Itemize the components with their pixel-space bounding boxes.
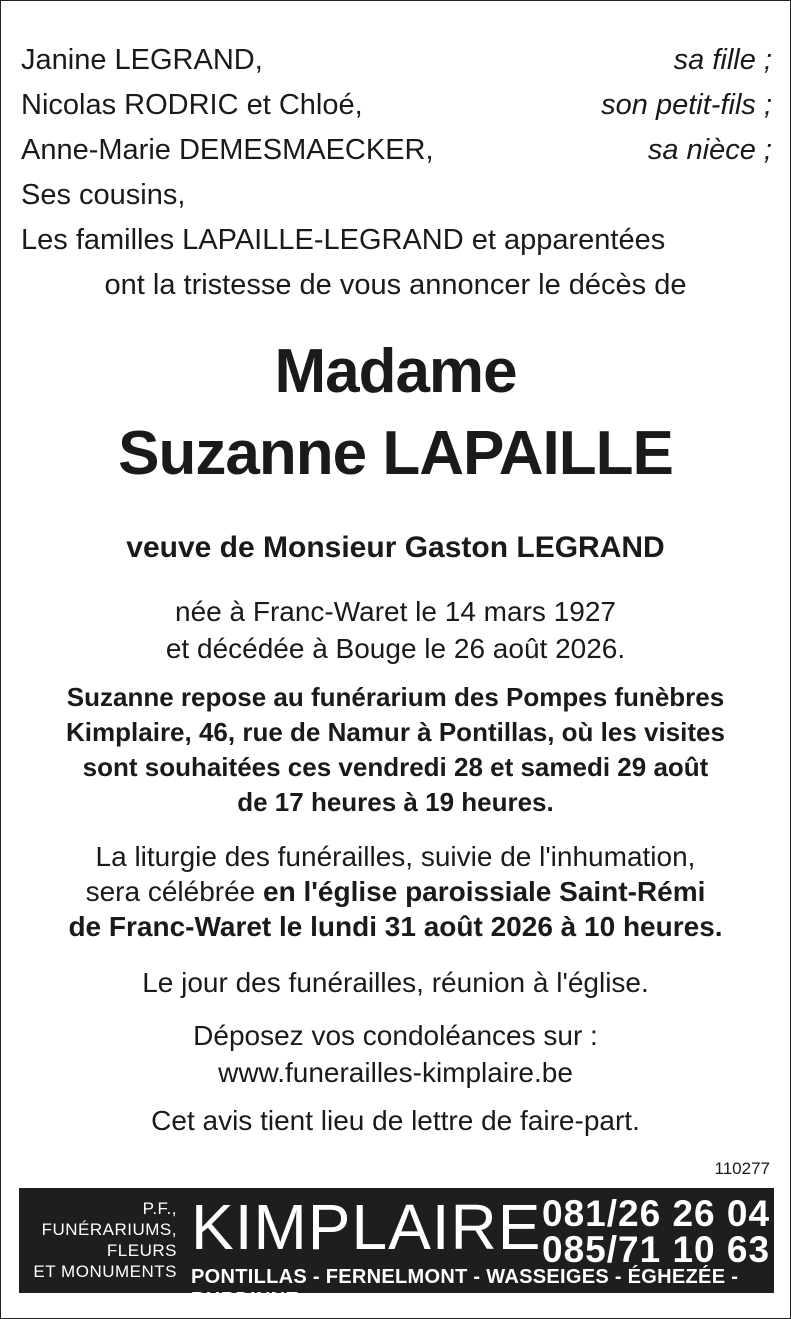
family-line	[21, 88, 772, 122]
widow-of: veuve de Monsieur Gaston LEGRAND	[126, 531, 665, 564]
rest-info-line: Kimplaire, 46, rue de Namur à Pontillas, où les visites	[66, 717, 725, 747]
service-item: FLEURS	[106, 1241, 177, 1260]
rest-info-line: de 17 heures à 19 heures.	[237, 787, 554, 817]
family-line	[21, 43, 772, 77]
family-member-name: Nicolas RODRIC et Chloé,	[21, 89, 363, 121]
family-member-relation: sa nièce ;	[647, 134, 772, 166]
service-item: FUNÉRARIUMS,	[41, 1220, 177, 1239]
locations-list: PONTILLAS - FERNELMONT - WASSEIGES - ÉGHEZÉE - BURDINNE	[191, 1266, 739, 1311]
phone-number: 085/71 10 63	[542, 1229, 771, 1270]
family-member-name: Ses cousins,	[21, 179, 186, 211]
rest-info-line: sont souhaitées ces vendredi 28 et samedi 29 août	[82, 752, 709, 782]
meeting-info: Le jour des funérailles, réunion à l'église.	[142, 967, 649, 998]
liturgy-line	[1, 873, 790, 910]
family-line	[21, 178, 772, 212]
services-list	[27, 1198, 177, 1282]
family-member-relation: son petit-fils ;	[601, 89, 772, 121]
funeral-home-banner	[19, 1188, 774, 1311]
death-info: et décédée à Bouge le 26 août 2026.	[165, 633, 626, 664]
service-item: ET MONUMENTS	[33, 1262, 177, 1281]
condolences-label: Déposez vos condoléances sur :	[193, 1020, 598, 1051]
liturgy-text: sera célébrée	[85, 876, 264, 907]
announcement-intro: ont la tristesse de vous annoncer le décès de	[104, 269, 687, 301]
family-member-relation: sa fille ;	[673, 44, 772, 76]
family-member-name: Anne-Marie DEMESMAECKER,	[21, 134, 434, 166]
liturgy-line: La liturgie des funérailles, suivie de l'inhumation,	[95, 841, 696, 872]
condolences-website[interactable]: www.funerailles-kimplaire.be	[218, 1057, 573, 1088]
church-name: en l'église paroissiale Saint-Rémi	[263, 876, 706, 907]
funeral-date: de Franc-Waret le lundi 31 août 2026 à 10 heures.	[68, 911, 723, 942]
service-item: P.F.,	[142, 1199, 177, 1218]
phone-number: 081/26 26 04	[542, 1193, 771, 1234]
funeral-home-brand: KIMPLAIRE	[191, 1191, 542, 1263]
family-line	[21, 133, 772, 167]
deceased-name: Suzanne LAPAILLE	[118, 419, 673, 488]
family-member-name: Les familles LAPAILLE-LEGRAND et apparentées	[21, 224, 666, 256]
reference-number: 110277	[714, 1159, 770, 1178]
birth-info: née à Franc-Waret le 14 mars 1927	[175, 596, 616, 627]
deceased-title: Madame	[274, 337, 517, 406]
notice-text: Cet avis tient lieu de lettre de faire-part.	[151, 1105, 640, 1136]
family-line	[21, 223, 772, 257]
family-member-name: Janine LEGRAND,	[21, 44, 263, 76]
rest-info-line: Suzanne repose au funérarium des Pompes funèbres	[66, 682, 725, 712]
